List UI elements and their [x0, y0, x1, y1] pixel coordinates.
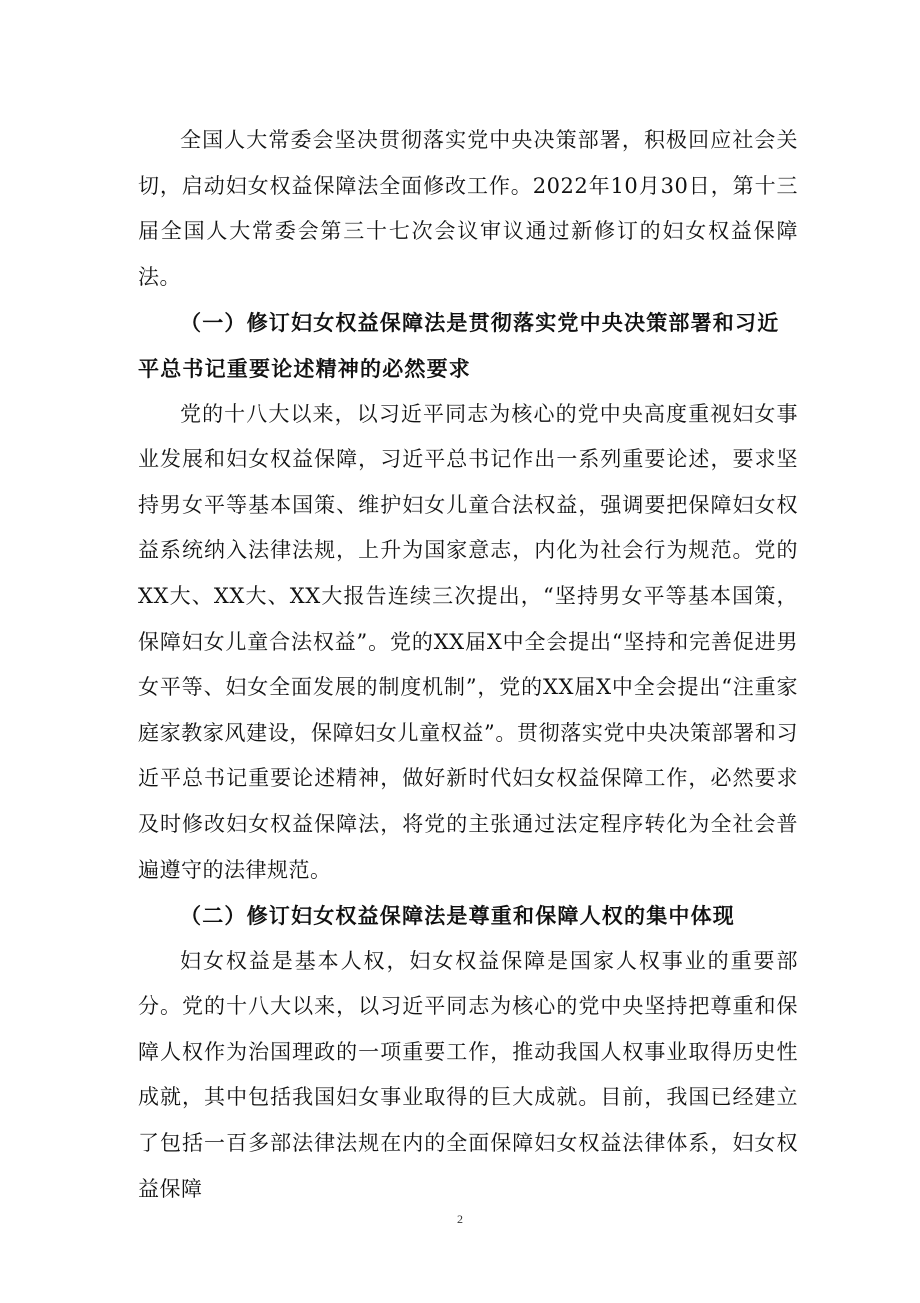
section-heading-2: （二）修订妇女权益保障法是尊重和保障人权的集中体现 [180, 903, 735, 929]
paragraph-intro: 全国人大常委会坚决贯彻落实党中央决策部署，积极回应社会关切，启动妇女权益保障法全面修改工作。2022年10月30日，第十三届全国人大常委会第三十七次会议审议通过新修订的妇女权益保障法。 [138, 128, 798, 289]
document-body [138, 118, 798, 1212]
page-number: 2 [457, 1212, 463, 1226]
paragraph-section-1: 党的十八大以来，以习近平同志为核心的党中央高度重视妇女事业发展和妇女权益保障，习近平总书记作出一系列重要论述，要求坚持男女平等基本国策、维护妇女儿童合法权益，强调要把保障妇女权益系统纳入法律法规，上升为国家意志，内化为社会行为规范。党的XX大、XX大、XX大报告连续三次提出，“坚持男女平等基本国策，保障妇女儿童合法权益”。党的XX届X中全会提出“坚持和完善促进男女平等、妇女全面发展的制度机制”，党的XX届X中全会提出“注重家庭家教家风建设，保障妇女儿童权益”。贯彻落实党中央决策部署和习近平总书记重要论述精神，做好新时代妇女权益保障工作，必然要求及时修改妇女权益保障法，将党的主张通过法定程序转化为全社会普遍遵守的法律规范。 [138, 401, 798, 882]
section-heading-1: （一）修订妇女权益保障法是贯彻落实党中央决策部署和习近平总书记重要论述精神的必然要求 [138, 310, 780, 381]
paragraph-section-2: 妇女权益是基本人权，妇女权益保障是国家人权事业的重要部分。党的十八大以来，以习近平同志为核心的党中央坚持把尊重和保障人权作为治国理政的一项重要工作，推动我国人权事业取得历史性成就，其中包括我国妇女事业取得的巨大成就。目前，我国已经建立了包括一百多部法律法规在内的全面保障妇女权益法律体系，妇女权益保障 [138, 948, 798, 1201]
